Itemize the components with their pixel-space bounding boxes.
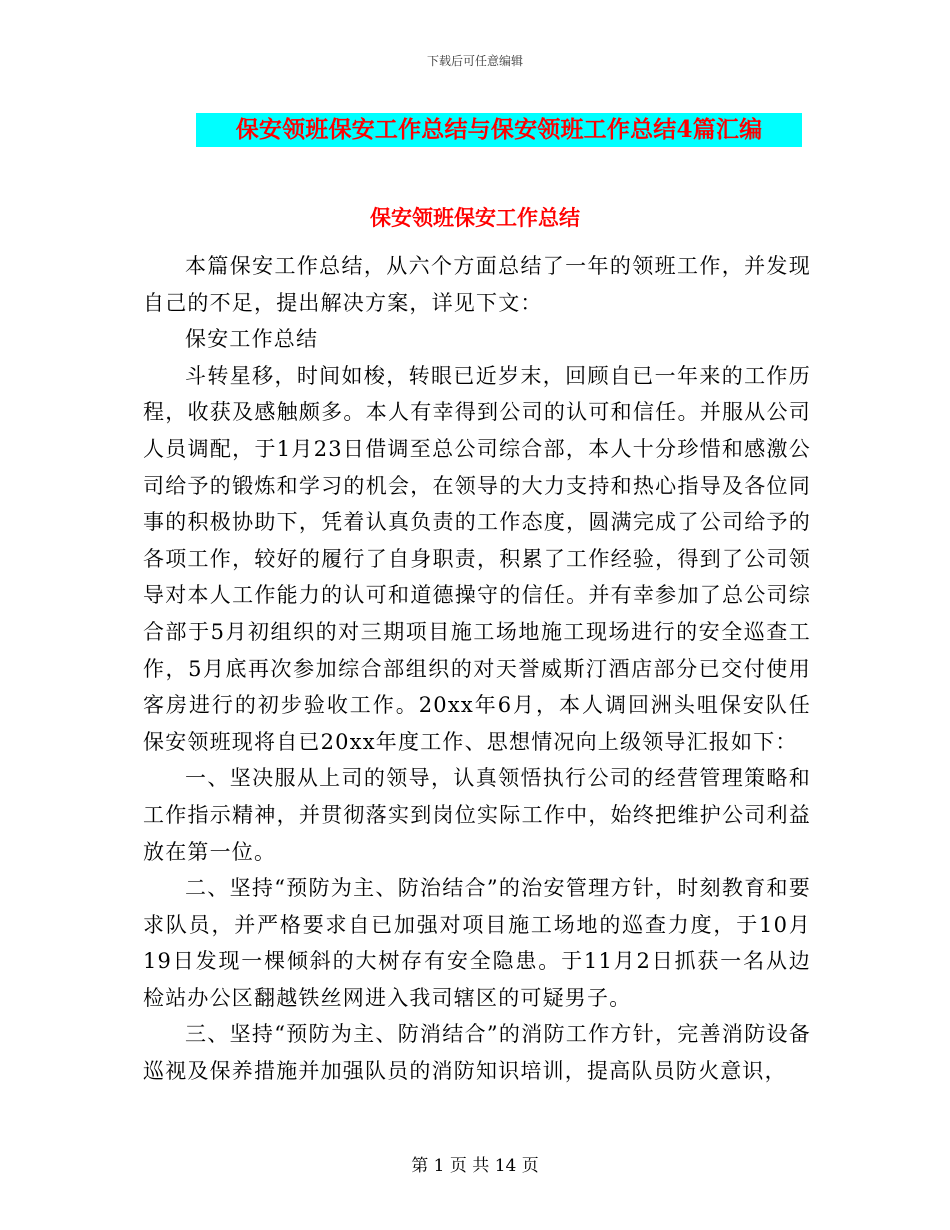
- paragraph-review: 斗转星移，时间如梭，转眼已近岁末，回顾自已一年来的工作历程，收获及感触颇多。本人有幸得到公司的认可和信任。并服从公司人员调配，于1月23日借调至总公司综合部，本人十分珍惜和感激公司给予的锻炼和学习的机会，在领导的大力支持和热心指导及各位同事的积极协助下，凭着认真负责的工作态度，圆满完成了公司给予的各项工作，较好的履行了自身职责，积累了工作经验，得到了公司领导对本人工作能力的认可和道德操守的信任。并有幸参加了总公司综合部于5月初组织的对三期项目施工场地施工现场进行的安全巡查工作，5月底再次参加综合部组织的对天誉威斯汀酒店部分已交付使用客房进行的初步验收工作。20xx年6月，本人调回洲头咀保安队任保安领班现将自已20xx年度工作、思想情况向上级领导汇报如下：: [143, 363, 811, 754]
- page-label-prefix: 第: [411, 1156, 429, 1176]
- paragraph-intro: 本篇保安工作总结，从六个方面总结了一年的领班工作，并发现自己的不足，提出解决方案，详见下文：: [143, 254, 811, 315]
- document-title-highlight: [196, 113, 802, 147]
- body-text: [143, 248, 811, 1090]
- paragraph-point-1: 一、坚决服从上司的领导，认真领悟执行公司的经营管理策略和工作指示精神，并贯彻落实到岗位实际工作中，始终把维护公司利益放在第一位。: [143, 766, 811, 864]
- page-header-note: 下载后可任意编辑: [426, 54, 523, 68]
- section-title: 保安领班保安工作总结: [370, 205, 580, 230]
- paragraph-subheading: 保安工作总结: [185, 327, 319, 352]
- paragraph-point-3: 三、坚持“预防为主、防消结合”的消防工作方针，完善消防设备巡视及保养措施并加强队员的消防知识培训，提高队员防火意识，: [143, 1022, 811, 1084]
- page-number: 1: [433, 1156, 445, 1176]
- page-label-mid: 页 共: [449, 1156, 490, 1176]
- page-label-suffix: 页: [521, 1156, 539, 1176]
- page-footer: [0, 1154, 950, 1178]
- paragraph-point-2: 二、坚持“预防为主、防治结合”的治安管理方针，时刻教育和要求队员，并严格要求自已加强对项目施工场地的巡查力度，于10月19日发现一棵倾斜的大树存有安全隐患。于11月2日抓获一名从边检站办公区翻越铁丝网进入我司辖区的可疑男子。: [143, 876, 811, 1010]
- document-title: 保安领班保安工作总结与保安领班工作总结4篇汇编: [235, 116, 763, 143]
- total-pages: 14: [494, 1156, 517, 1176]
